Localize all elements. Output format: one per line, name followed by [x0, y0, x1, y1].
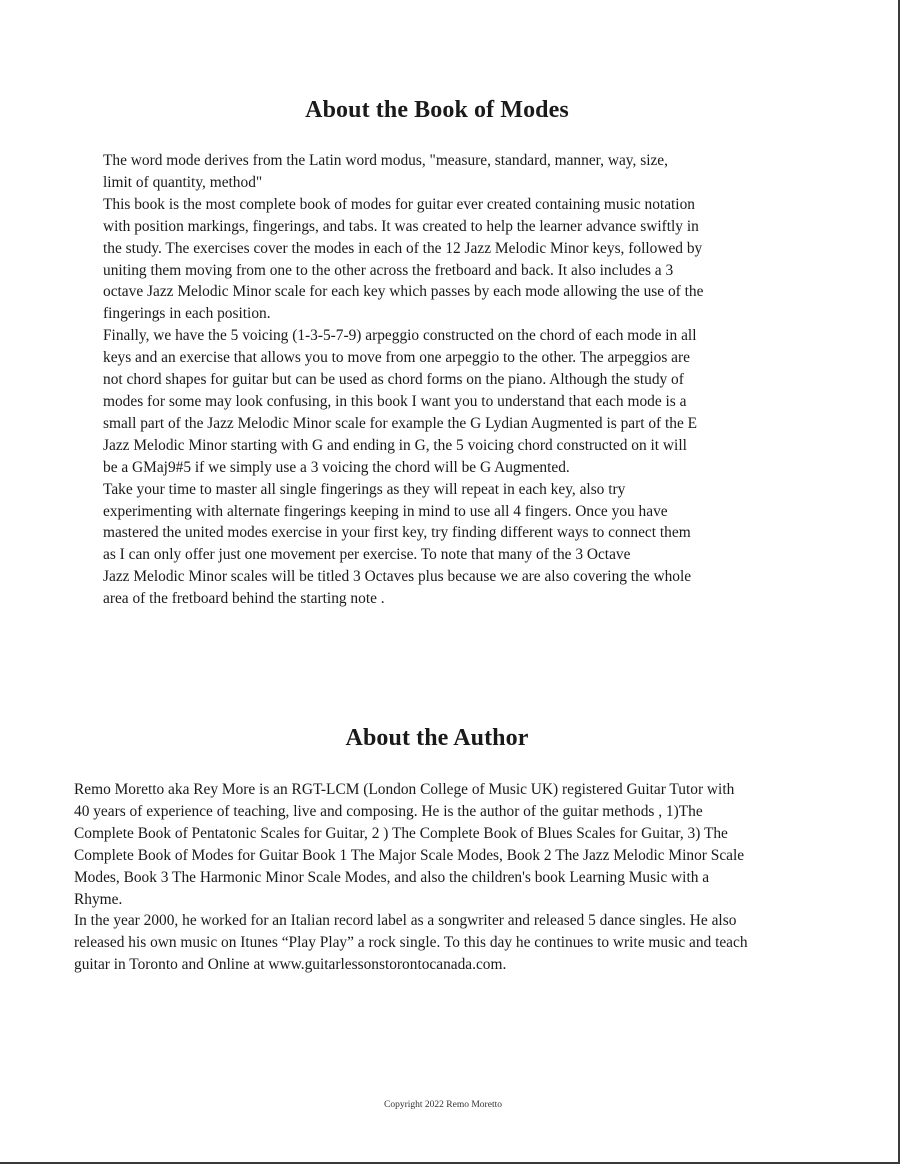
text-line: area of the fretboard behind the starting note .: [103, 590, 385, 608]
text-line: mastered the united modes exercise in your first key, try finding different ways to connect them: [103, 524, 691, 542]
text-line: uniting them moving from one to the other across the fretboard and back. It also includes a 3: [103, 261, 674, 279]
text-line: be a GMaj9#5 if we simply use a 3 voicing the chord will be G Augmented.: [103, 458, 570, 476]
text-line: experimenting with alternate fingerings keeping in mind to use all 4 fingers. Once you have: [103, 502, 668, 520]
text-line: limit of quantity, method": [103, 173, 263, 191]
text-line: not chord shapes for guitar but can be used as chord forms on the piano. Although the study of: [103, 371, 684, 389]
text-line: Jazz Melodic Minor starting with G and ending in G, the 5 voicing chord constructed on it will: [103, 436, 687, 454]
author-section-body: [74, 779, 864, 976]
text-line: Jazz Melodic Minor scales will be titled 3 Octaves plus because we are also covering the whole: [103, 568, 692, 586]
text-line: This book is the most complete book of modes for guitar ever created containing music notation: [103, 195, 695, 213]
text-line: In the year 2000, he worked for an Italian record label as a songwriter and released 5 dance singles. He also: [74, 912, 737, 930]
text-line: octave Jazz Melodic Minor scale for each key which passes by each mode allowing the use of the: [103, 283, 704, 301]
text-line: with position markings, fingerings, and tabs. It was created to help the learner advance swiftly in: [103, 217, 699, 235]
text-line: as I can only offer just one movement per exercise. To note that many of the 3 Octave: [103, 546, 631, 564]
text-line: Complete Book of Pentatonic Scales for Guitar, 2 ) The Complete Book of Blues Scales for Guitar, 3) The: [74, 824, 728, 842]
text-line: Rhyme.: [74, 890, 123, 908]
text-line: the study. The exercises cover the modes in each of the 12 Jazz Melodic Minor keys, followed by: [103, 239, 703, 257]
text-line: fingerings in each position.: [103, 305, 271, 323]
copyright-footer: Copyright 2022 Remo Moretto: [384, 1100, 502, 1110]
text-line: Take your time to master all single fingerings as they will repeat in each key, also try: [103, 480, 626, 498]
text-line: small part of the Jazz Melodic Minor scale for example the G Lydian Augmented is part of the E: [103, 414, 698, 432]
text-line: modes for some may look confusing, in this book I want you to understand that each mode is a: [103, 392, 687, 410]
text-line: keys and an exercise that allows you to move from one arpeggio to the other. The arpeggios are: [103, 349, 690, 367]
text-line: Finally, we have the 5 voicing (1-3-5-7-9) arpeggio constructed on the chord of each mode in all: [103, 327, 697, 345]
text-line: Modes, Book 3 The Harmonic Minor Scale Modes, and also the children's book Learning Music with a: [74, 868, 710, 886]
author-section-title: About the Author: [345, 725, 529, 751]
modes-section-body: [103, 150, 793, 610]
text-line: 40 years of experience of teaching, live and composing. He is the author of the guitar methods , 1)The: [74, 802, 703, 820]
modes-section-title: About the Book of Modes: [305, 97, 569, 123]
text-line: guitar in Toronto and Online at www.guitarlessonstorontocanada.com.: [74, 956, 507, 974]
text-line: Complete Book of Modes for Guitar Book 1 The Major Scale Modes, Book 2 The Jazz Melodic Minor Scale: [74, 846, 745, 864]
text-line: released his own music on Itunes “Play Play” a rock single. To this day he continues to write music and teach: [74, 934, 748, 952]
text-line: Remo Moretto aka Rey More is an RGT-LCM (London College of Music UK) registered Guitar Tutor with: [74, 781, 735, 798]
text-line: The word mode derives from the Latin word modus, "measure, standard, manner, way, size,: [103, 152, 668, 169]
